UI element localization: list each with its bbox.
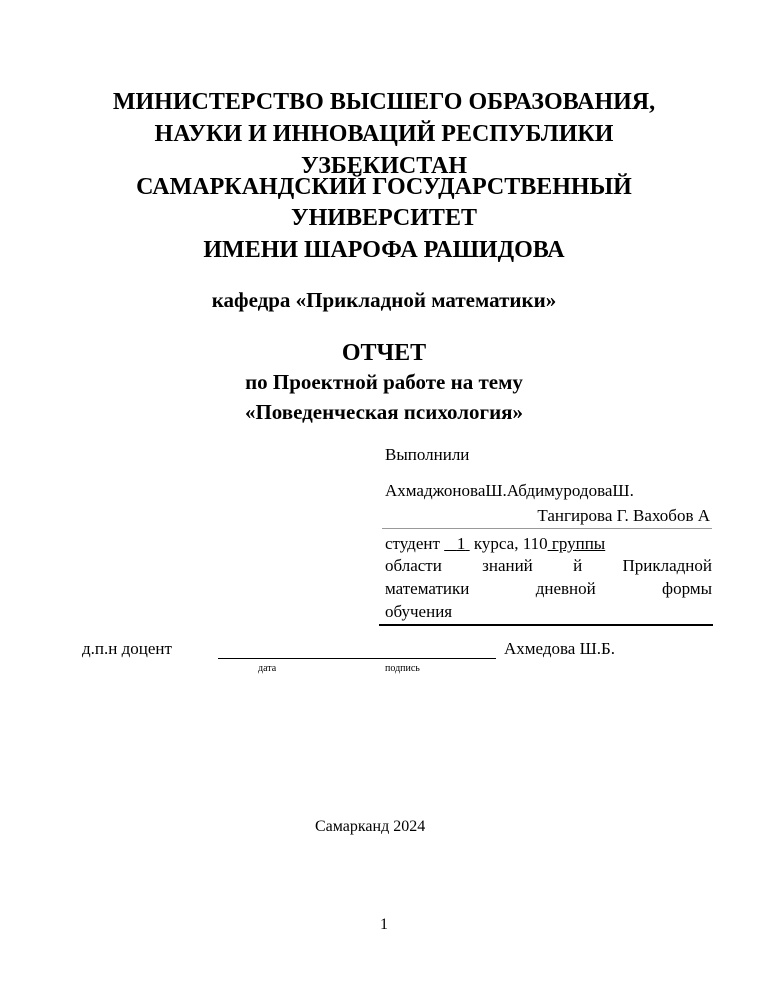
university-line-2: УНИВЕРСИТЕТ	[291, 205, 477, 231]
date-label: дата	[258, 663, 277, 674]
details-line-1: области знаний й Прикладной	[385, 556, 712, 575]
report-subtitle: по Проектной работе на тему	[245, 370, 523, 394]
divider	[382, 528, 712, 529]
supervisor-name: Ахмедова Ш.Б.	[504, 639, 616, 658]
student-course-line: студент 1 курса, 110 группы	[385, 534, 606, 553]
signature-label: подпись	[385, 663, 420, 674]
supervisor-title: д.п.н доцент	[82, 639, 172, 658]
university-line-1: САМАРКАНДСКИЙ ГОСУДАРСТВЕННЫЙ	[136, 174, 632, 200]
ministry-line-3: УЗБЕКИСТАН	[300, 153, 468, 179]
report-topic: «Поведенческая психология»	[244, 400, 524, 424]
page-number: 1	[380, 916, 388, 933]
signature-line	[218, 658, 496, 659]
department: кафедра «Прикладной математики»	[211, 288, 557, 312]
authors-names-1: АхмаджоноваШ.АбдимуродоваШ.	[385, 481, 634, 500]
university-line-3: ИМЕНИ ШАРОФА РАШИДОВА	[203, 237, 565, 263]
divider	[379, 624, 713, 626]
report-title: ОТЧЕТ	[341, 340, 427, 366]
authors-label: Выполнили	[385, 445, 470, 464]
authors-names-2: Тангирова Г. Вахобов А	[537, 506, 710, 525]
details-line-3: обучения	[385, 602, 453, 621]
ministry-line-2: НАУКИ И ИННОВАЦИЙ РЕСПУБЛИКИ	[154, 121, 614, 147]
ministry-line-1: МИНИСТЕРСТВО ВЫСШЕГО ОБРАЗОВАНИЯ,	[112, 89, 656, 115]
city-year: Самарканд 2024	[315, 818, 426, 835]
details-line-2: математики дневной формы	[385, 579, 712, 598]
